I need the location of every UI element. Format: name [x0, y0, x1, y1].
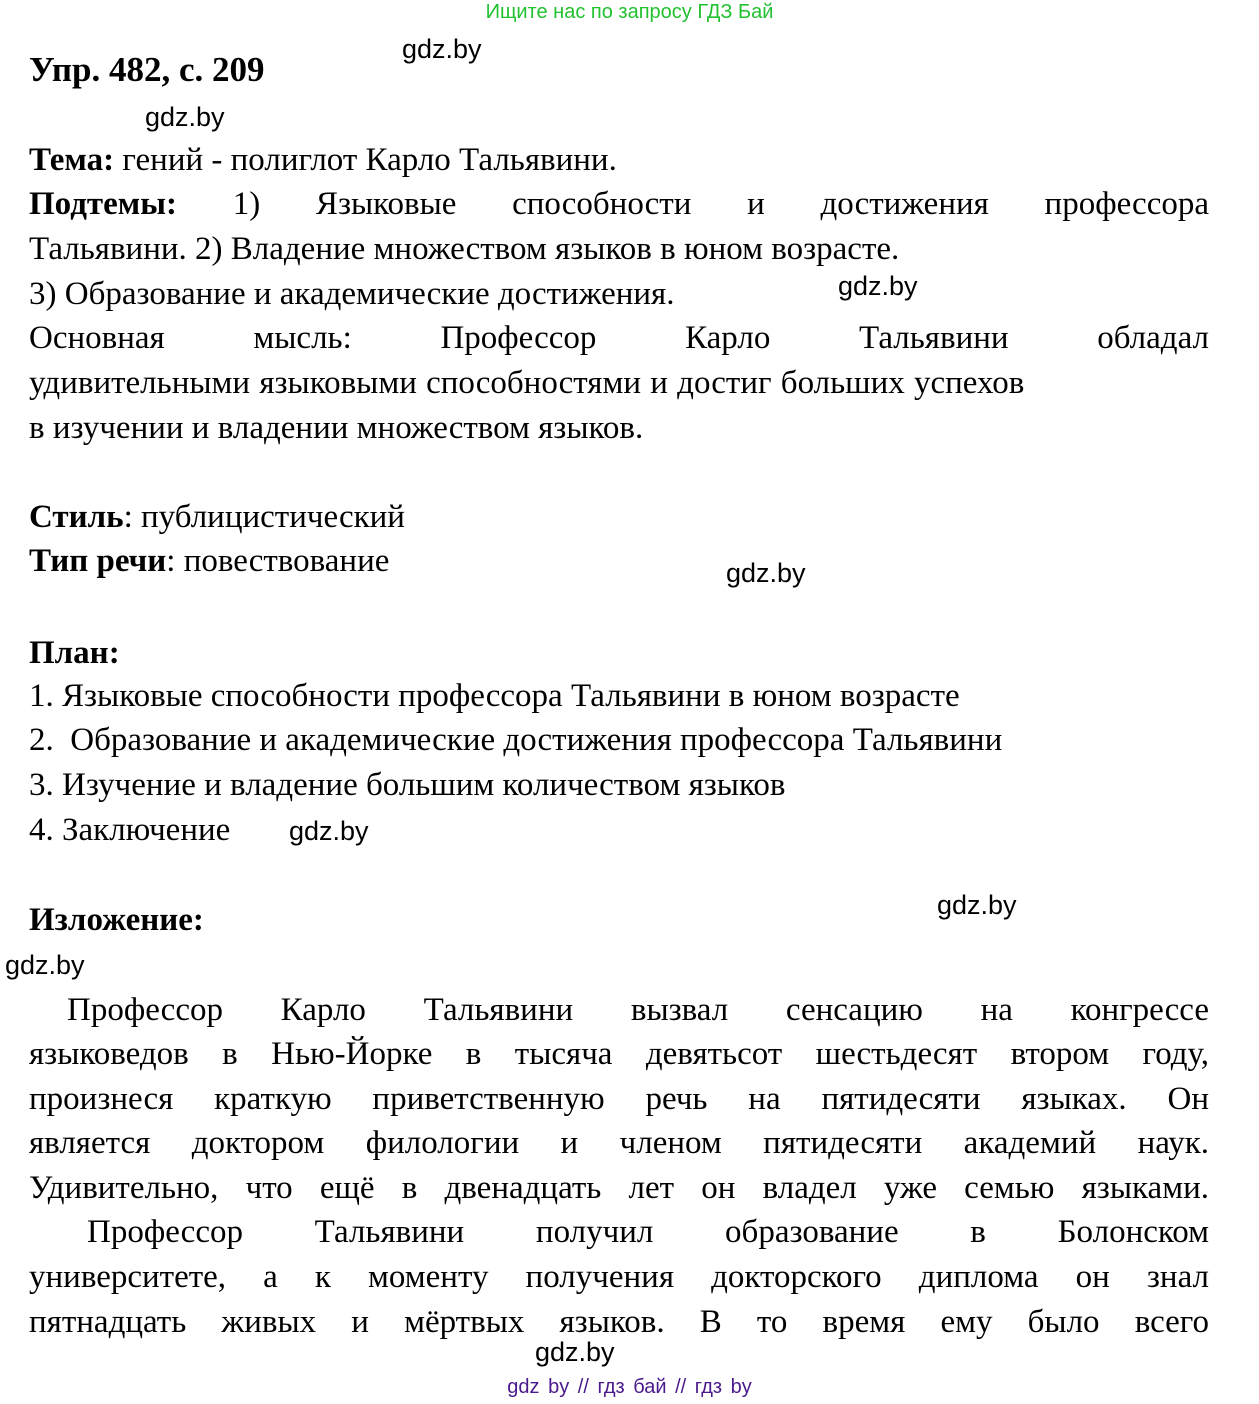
plan-item: 3. Изучение и владение большим количеством языков — [29, 767, 786, 803]
watermark: gdz.by — [402, 34, 482, 64]
exposition-line: языковедов в Нью-Йорке в тысяча девятьсот шестьдесят втором году, — [29, 1036, 1209, 1072]
subthemes-line-1 — [29, 184, 1209, 224]
exposition-label: Изложение: — [29, 902, 204, 938]
style-line — [29, 497, 1209, 537]
watermark: gdz.by — [145, 102, 225, 132]
subthemes-text: 1) Языковые способности и достижения профессора — [177, 186, 1209, 222]
speech-type-label: Тип речи — [29, 543, 167, 579]
style-text: : публицистический — [123, 499, 405, 535]
exposition-heading — [29, 900, 1209, 940]
exposition-line: пятнадцать живых и мёртвых языков. В то время ему было всего — [29, 1304, 1209, 1340]
footer-link-gdz-by-2[interactable]: гдз by — [694, 1376, 752, 1398]
plan-item: 1. Языковые способности профессора Тальявини в юном возрасте — [29, 678, 960, 714]
subthemes-line-2: Тальявини. 2) Владение множеством языков в юном возрасте. — [29, 231, 900, 267]
footer-separator: // — [577, 1376, 589, 1398]
speech-type-text: : повествование — [166, 543, 390, 579]
theme-label: Тема: — [29, 142, 115, 178]
main-idea-line-1: Основная мысль: Профессор Карло Тальявини обладал — [29, 320, 1209, 356]
exposition-line: является доктором филологии и членом пятидесяти академий наук. — [29, 1125, 1209, 1161]
plan-item: 2. Образование и академические достижения профессора Тальявини — [29, 722, 1003, 758]
footer-link-gdz-by[interactable]: gdz by — [507, 1376, 570, 1398]
watermark: gdz.by — [5, 950, 85, 980]
plan-item: 4. Заключение — [29, 812, 231, 848]
exposition-line: университете, а к моменту получения докторского диплома он знал — [29, 1259, 1209, 1295]
plan-label: План: — [29, 635, 120, 671]
footer-separator: // — [675, 1376, 687, 1398]
watermark: gdz.by — [726, 558, 806, 588]
watermark: gdz.by — [289, 816, 369, 846]
main-idea-line-3: в изучении и владении множеством языков. — [29, 410, 644, 446]
exposition-line: Профессор Тальявини получил образование в Болонском — [87, 1214, 1209, 1250]
exercise-title: Упр. 482, с. 209 — [29, 50, 265, 89]
watermark: gdz.by — [937, 890, 1017, 920]
exposition-line: произнеся краткую приветственную речь на пятидесяти языках. Он — [29, 1081, 1209, 1117]
speech-type-line — [29, 541, 1209, 581]
main-idea-line-2: удивительными языковыми способностями и достиг больших успехов — [29, 365, 1025, 401]
exposition-line: Удивительно, что ещё в двенадцать лет он владел уже семью языками. — [29, 1170, 1209, 1206]
subthemes-label: Подтемы: — [29, 186, 178, 222]
subthemes-line-3: 3) Образование и академические достижения. — [29, 276, 675, 312]
exposition-line: Профессор Карло Тальявини вызвал сенсацию на конгрессе — [67, 992, 1209, 1028]
theme-line — [29, 140, 1209, 180]
footer-links — [0, 1375, 1259, 1399]
watermark: gdz.by — [838, 271, 918, 301]
theme-text: гений - полиглот Карло Тальявини. — [114, 142, 617, 178]
watermark: gdz.by — [535, 1337, 615, 1367]
style-label: Стиль — [29, 499, 124, 535]
plan-heading — [29, 633, 1209, 673]
footer-link-gdz-bai[interactable]: гдз бай — [597, 1376, 667, 1398]
search-banner[interactable]: Ищите нас по запросу ГДЗ Бай — [485, 1, 774, 23]
